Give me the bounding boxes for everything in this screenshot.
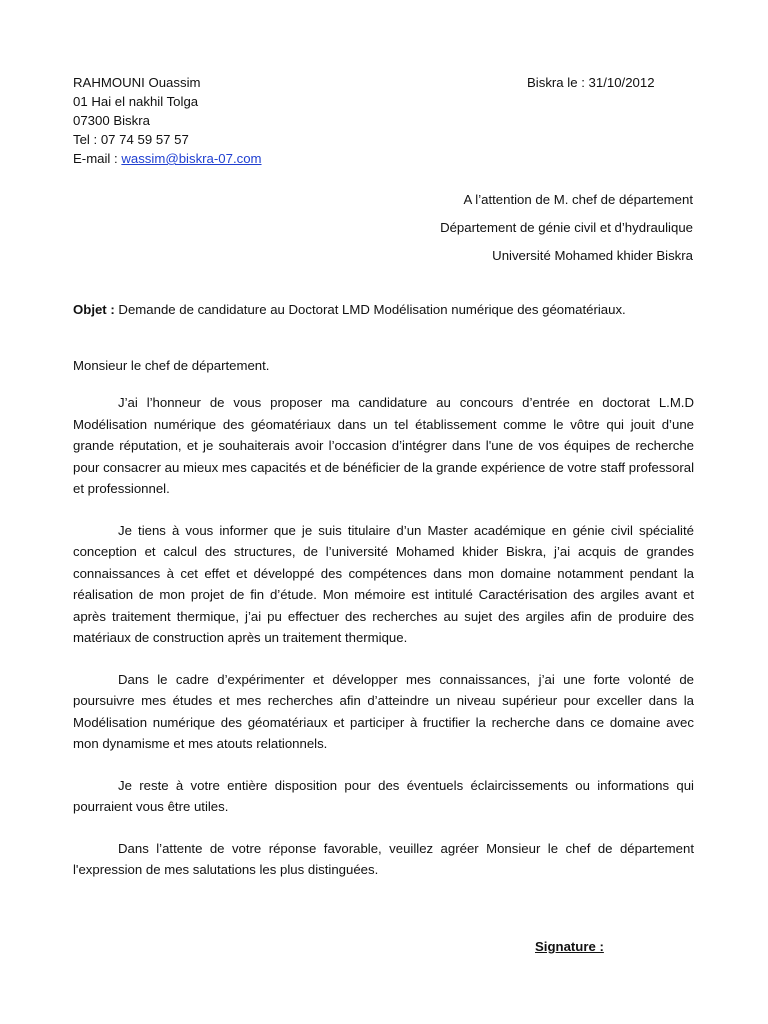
sender-address-line-1: 01 Hai el nakhil Tolga <box>73 94 199 109</box>
sender-email-label: E-mail : <box>73 151 122 166</box>
body-paragraph-5: Dans l’attente de votre réponse favorable, veuillez agréer Monsieur le chef de département l'expression de mes salutations les plus distinguées. <box>73 840 694 877</box>
salutation: Monsieur le chef de département. <box>73 358 270 373</box>
recipient-line-3: Université Mohamed khider Biskra <box>492 248 693 263</box>
sender-email-link[interactable]: wassim@biskra-07.com <box>121 151 262 166</box>
subject-text: Demande de candidature au Doctorat LMD Modélisation numérique des géomatériaux. <box>114 302 626 317</box>
sender-name: RAHMOUNI Ouassim <box>73 75 201 90</box>
sender-phone: Tel : 07 74 59 57 57 <box>73 132 189 147</box>
sender-block <box>73 73 262 168</box>
sender-email-line <box>73 149 262 168</box>
body-paragraph-4: Je reste à votre entière disposition pour des éventuels éclaircissements ou informations qui pourraient vous être utiles. <box>73 777 694 814</box>
signature-label: Signature : <box>535 939 604 954</box>
letter-body <box>73 392 694 901</box>
recipient-block <box>440 186 693 270</box>
recipient-line-1: A l’attention de M. chef de département <box>463 192 693 207</box>
body-paragraph-3: Dans le cadre d’expérimenter et développer mes connaissances, j’ai une forte volonté de poursuivre mes études et mes recherches afin d’atteindre un niveau supérieur pour exceller dans la Modélisation numérique des géomatériaux et participer à fructifier la recherche dans ce domaine avec mon dynamisme et mes atouts relationnels. <box>73 671 694 751</box>
body-paragraph-1: J’ai l’honneur de vous proposer ma candidature au concours d’entrée en doctorat L.M.D Modélisation numérique des géomatériaux dans un tel établissement comme le vôtre qui jouit d’une grande réputation, et je souhaiterais avoir l’occasion d’intégrer dans l'une de vos équipes de recherche pour consacrer au mieux mes capacités et de bénéficier de la grande expérience de votre staff professoral et professionnel. <box>73 395 694 496</box>
letter-date: Biskra le : 31/10/2012 <box>527 75 655 90</box>
sender-address-line-2: 07300 Biskra <box>73 113 150 128</box>
subject-label: Objet : <box>73 302 115 317</box>
recipient-line-2: Département de génie civil et d’hydraulique <box>440 220 693 235</box>
body-paragraph-2: Je tiens à vous informer que je suis titulaire d’un Master académique en génie civil spécialité conception et calcul des structures, de l’université Mohamed khider Biskra, j’ai acquis de grandes connaissances à cet effet et développé des compétences dans mon domaine notamment pendant la réalisation de mon projet de fin d’étude. Mon mémoire est intitulé Caractérisation des argiles avant et après traitement thermique, j’ai pu effectuer des recherches au sujet des argiles afin de produire des matériaux de construction après un traitement thermique. <box>73 522 694 645</box>
subject-line <box>73 300 626 319</box>
